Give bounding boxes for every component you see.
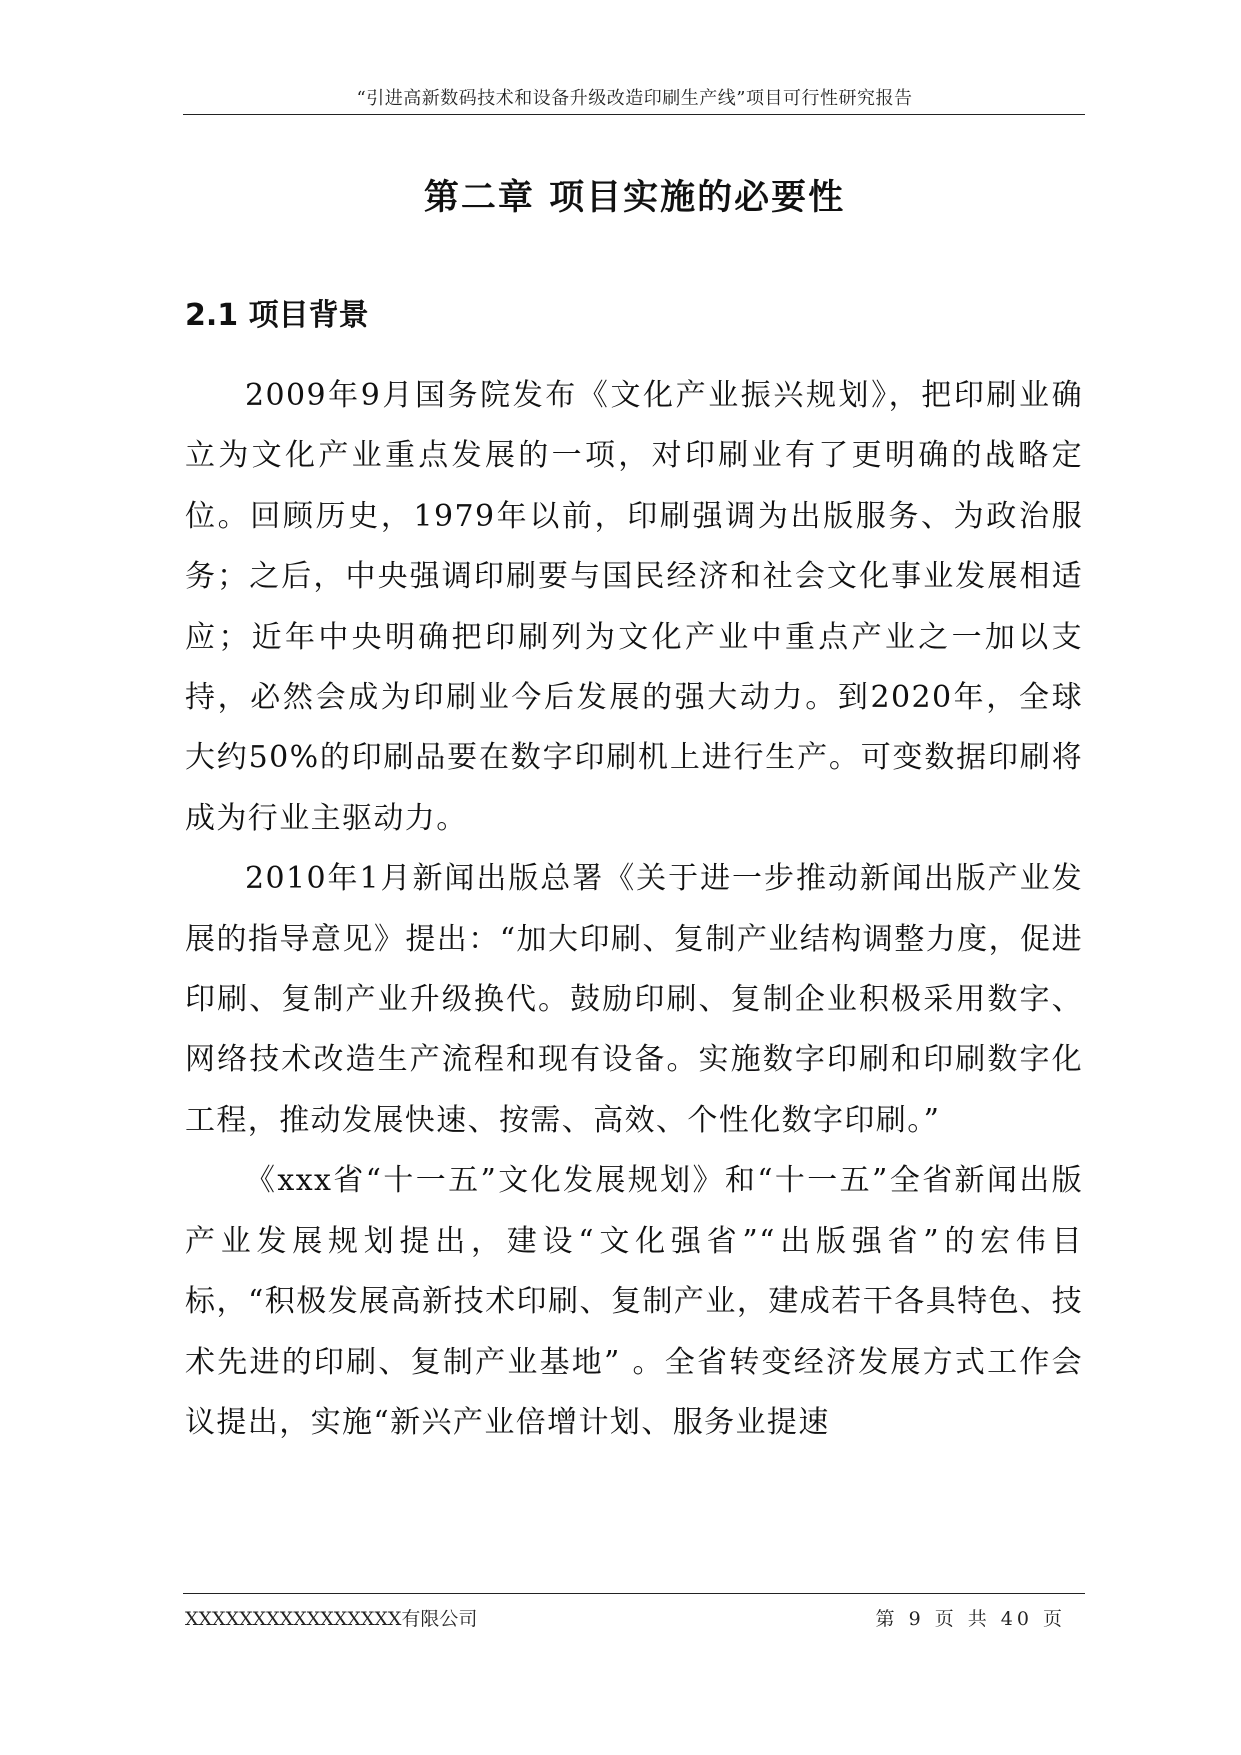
footer-divider [183, 1593, 1085, 1594]
footer-company-name: XXXXXXXXXXXXXXXX有限公司 [185, 1608, 478, 1630]
body-content [185, 366, 1083, 1453]
header-divider [183, 114, 1085, 115]
paragraph: 2010年1月新闻出版总署《关于进一步推动新闻出版产业发展的指导意见》提出：“加大印刷、复制产业结构调整力度，促进印刷、复制产业升级换代。鼓励印刷、复制企业积极采用数字、网络技术改造生产流程和现有设备。实施数字印刷和印刷数字化工程，推动发展快速、按需、高效、个性化数字印刷。” [185, 861, 1083, 1138]
report-header-title: “引进高新数码技术和设备升级改造印刷生产线”项目可行性研究报告 [356, 88, 913, 109]
paragraph: 《xxx省“十一五”文化发展规划》和“十一五”全省新闻出版产业发展规划提出，建设“文化强省”“出版强省”的宏伟目标，“积极发展高新技术印刷、复制产业，建成若干各具特色、技术先进的印刷、复制产业基地” 。全省转变经济发展方式工作会议提出，实施“新兴产业倍增计划、服务业提速 [185, 1163, 1083, 1440]
chapter-title: 第二章 项目实施的必要性 [423, 178, 846, 218]
paragraph: 2009年9月国务院发布《文化产业振兴规划》，把印刷业确立为文化产业重点发展的一项，对印刷业有了更明确的战略定位。回顾历史，1979年以前，印刷强调为出版服务、为政治服务；之后，中央强调印刷要与国民经济和社会文化事业发展相适应；近年中央明确把印刷列为文化产业中重点产业之一加以支持，必然会成为印刷业今后发展的强大动力。到2020年，全球大约50%的印刷品要在数字印刷机上进行生产。可变数据印刷将成为行业主驱动力。 [185, 378, 1083, 836]
section-heading: 2.1 项目背景 [185, 298, 369, 333]
page-number-indicator: 第 9 页 共 40 页 [875, 1608, 1066, 1630]
